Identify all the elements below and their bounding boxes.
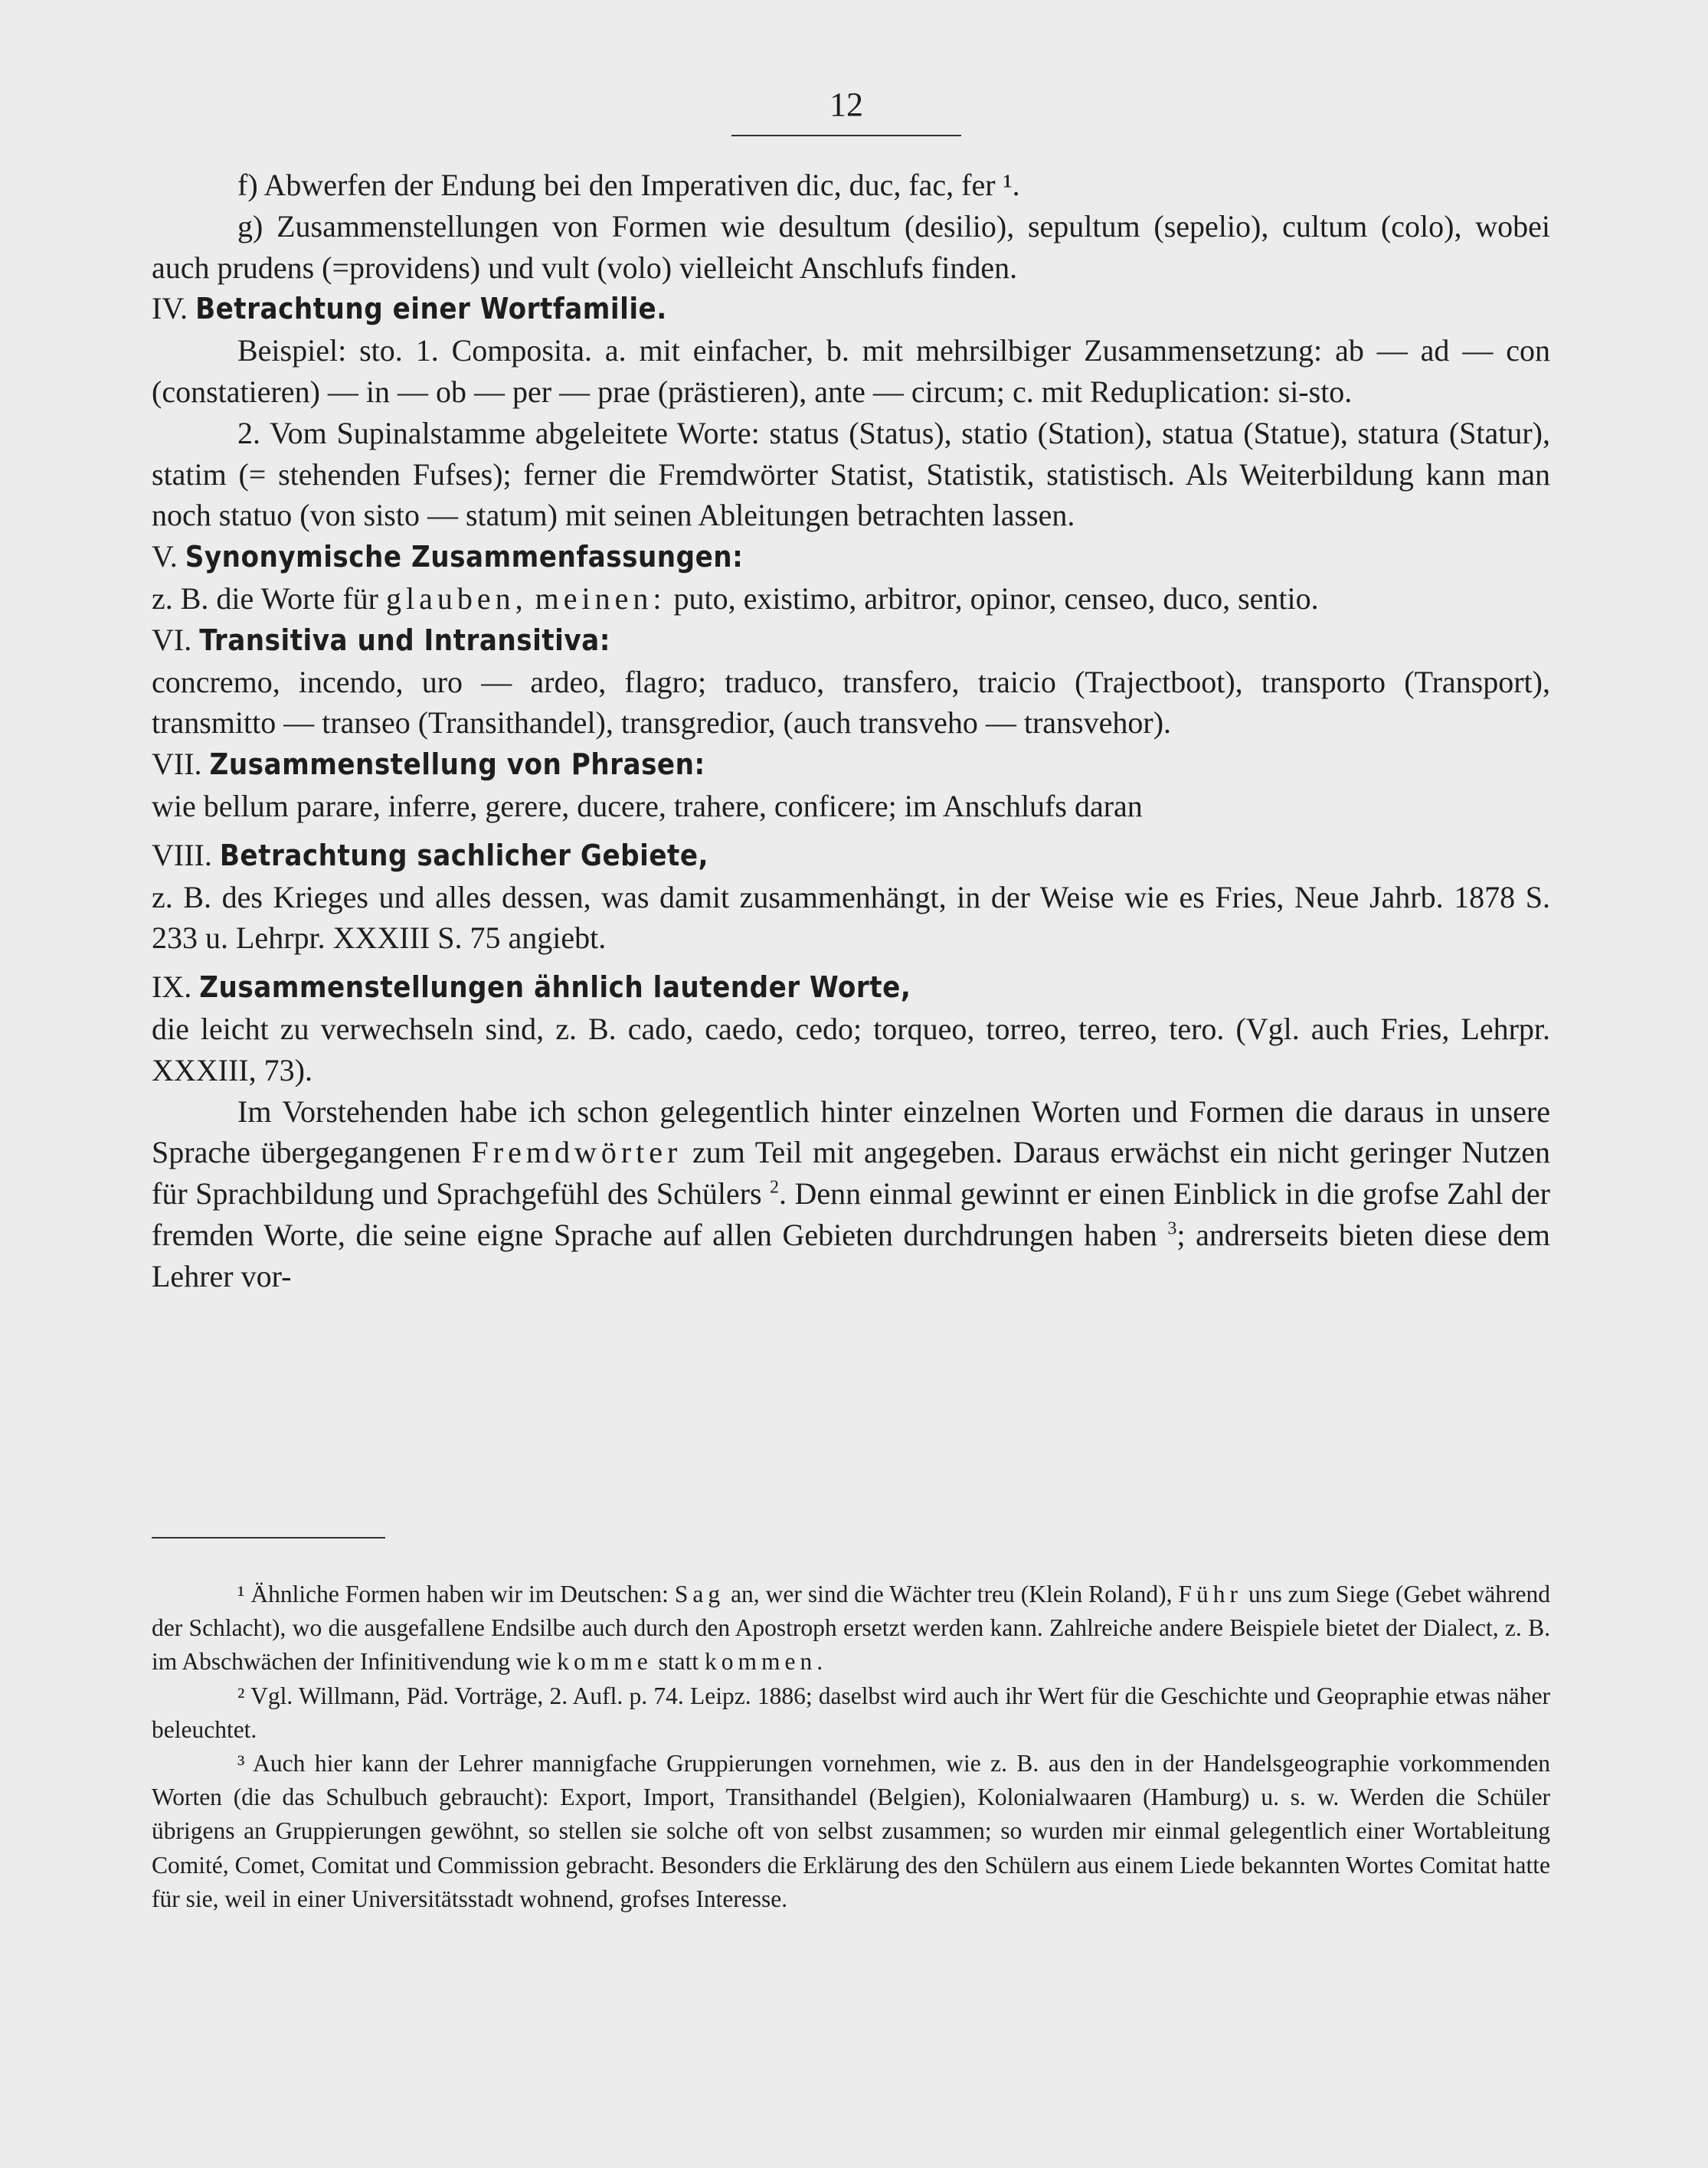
text-run: statt: [658, 1648, 699, 1676]
section-title: Synonymische Zusammenfassungen:: [185, 540, 744, 574]
body-text: [152, 165, 1550, 1297]
paragraph-f: f) Abwerfen der Endung bei den Imperativen dic, duc, fac, fer ¹.: [237, 168, 1020, 202]
paragraph-phrases: wie bellum parare, inferre, gerere, ducere, trahere, conficere; im Anschlufs daran: [152, 788, 1143, 823]
spaced-word: komme: [557, 1648, 653, 1676]
page-header: [731, 86, 961, 136]
footnotes: [152, 1578, 1550, 1916]
footnote-mark: ³: [237, 1750, 245, 1777]
text-run: puto, existimo, arbitror, opinor, censeo, duco, sentio.: [673, 580, 1319, 616]
spaced-word: Sag: [674, 1581, 725, 1607]
section-heading-v: [152, 536, 1550, 578]
footnote-mark: ²: [237, 1682, 245, 1709]
text-run: z. B. die Worte für: [152, 580, 378, 616]
footnote-ref: 3: [1167, 1218, 1177, 1239]
section-heading-ix: [152, 966, 1550, 1009]
section-title: Zusammenstellung von Phrasen:: [209, 747, 705, 782]
spaced-word: meinen:: [535, 580, 666, 616]
spaced-word: glauben,: [385, 580, 528, 616]
footnote-1: [152, 1578, 1550, 1679]
section-number: VII.: [152, 747, 202, 782]
footnote-mark: ¹: [237, 1581, 245, 1607]
footnote-ref: 2: [770, 1177, 780, 1198]
text-run: zum Teil mit angegeben. Daraus erwächst ein nicht geringer Nutzen für Sprachbildung und Sprachgefühl des Schülers: [152, 1135, 1551, 1212]
section-heading-viii: [152, 835, 1550, 877]
footnote-3: [152, 1747, 1550, 1916]
header-rule: [731, 135, 961, 136]
text-run: uns zum Siege (Gebet während der Schlacht), wo die ausgefallene Endsilbe auch durch den Apostroph ersetzt werden kann. Zahlreiche andere Beispiele bietet der Dialect, z. B. im Abschwächen der Infinitivendung wie: [152, 1581, 1550, 1676]
paragraph-foreign-words: [152, 1091, 1550, 1297]
section-number: V.: [152, 539, 178, 574]
spaced-word: kommen.: [705, 1648, 828, 1676]
text-run: Im Vorstehenden habe ich schon gelegentlich hinter einzelnen Worten und Formen die daraus in unsere Sprache übergegangenen: [152, 1094, 1550, 1170]
section-number: VI.: [152, 622, 192, 657]
spaced-word: Führ: [1178, 1581, 1243, 1607]
section-heading-vii: [152, 744, 1550, 786]
paragraph-example-sto: Beispiel: sto. 1. Composita. a. mit einfacher, b. mit mehrsilbiger Zusammensetzung: ab — ad — con (constatieren) — in — ob — per — prae (prästieren), ante — circum; c. mit Reduplication: si-sto.: [152, 333, 1550, 409]
spaced-word: Fremdwörter: [471, 1135, 682, 1170]
paragraph-g: g) Zusammenstellungen von Formen wie desultum (desilio), sepultum (sepelio), cultum (colo), wobei auch prudens (=providens) und vult (volo) vielleicht Anschlufs finden.: [152, 208, 1550, 285]
paragraph-subject-areas: z. B. des Krieges und alles dessen, was damit zusammenhängt, in der Weise wie es Fries, Neue Jahrb. 1878 S. 233 u. Lehrpr. XXXIII S. 75 angiebt.: [152, 879, 1550, 956]
section-number: IX.: [152, 970, 192, 1005]
section-title: Betrachtung sachlicher Gebiete,: [219, 838, 709, 872]
section-number: IV.: [152, 291, 188, 326]
paragraph-synonyms: [152, 578, 1550, 620]
section-heading-iv: [152, 288, 1550, 330]
paragraph-transitiva: concremo, incendo, uro — ardeo, flagro; traduco, transfero, traicio (Trajectboot), transporto (Transport), transmitto — transeo (Transithandel), transgredior, (auch transveho — transvehor).: [152, 664, 1550, 741]
text-run: ; andrerseits bieten diese dem Lehrer vor-: [152, 1217, 1551, 1293]
text-run: an, wer sind die Wächter treu (Klein Roland),: [731, 1581, 1173, 1607]
page-number: 12: [829, 86, 863, 123]
footnote-rule: [152, 1537, 385, 1539]
paragraph-supinal: 2. Vom Supinalstamme abgeleitete Worte: status (Status), statio (Station), statua (Statue), statura (Statur), statim (= stehenden Fufses); ferner die Fremdwörter Statist, Statistik, statistisch. Als Weiterbildung kann man noch statuo (von sisto — statum) mit seinen Ableitungen betrachten lassen.: [152, 415, 1550, 533]
text-run: Vgl. Willmann, Päd. Vorträge, 2. Aufl. p. 74. Leipz. 1886; daselbst wird auch ihr Wert für die Geschichte und Geopraphie etwas näher beleuchtet.: [152, 1682, 1550, 1743]
text-run: . Denn einmal gewinnt er einen Einblick in die grofse Zahl der fremden Worte, die seine eigne Sprache auf allen Gebieten durchdrungen haben: [152, 1176, 1550, 1252]
text-run: Ähnliche Formen haben wir im Deutschen:: [250, 1581, 669, 1607]
section-title: Transitiva und Intransitiva:: [199, 623, 610, 657]
section-title: Zusammenstellungen ähnlich lautender Worte,: [199, 970, 911, 1005]
section-title: Betrachtung einer Wortfamilie.: [195, 292, 667, 326]
section-number: VIII.: [152, 837, 212, 872]
footnote-2: [152, 1679, 1550, 1747]
text-run: Auch hier kann der Lehrer mannigfache Gruppierungen vornehmen, wie z. B. aus den in der Handelsgeographie vorkommenden Worten (die das Schulbuch gebraucht): Export, Import, Transithandel (Belgien), Kolonialwaaren (Hamburg) u. s. w. Werden die Schüler übrigens an Gruppierungen gewöhnt, so stellen sie solche oft von selbst zusammen; so wurden mir einmal gelegentlich einer Wortableitung Comité, Comet, Comitat und Commission gebracht. Besonders die Erklärung des den Schülern aus einem Liede bekannten Wortes Comitat hatte für sie, weil in einer Universitätsstadt wohnend, grofses Interesse.: [152, 1750, 1550, 1912]
paragraph-similar-words: die leicht zu verwechseln sind, z. B. cado, caedo, cedo; torqueo, torreo, terreo, tero. (Vgl. auch Fries, Lehrpr. XXXIII, 73).: [152, 1011, 1550, 1087]
section-heading-vi: [152, 620, 1550, 662]
